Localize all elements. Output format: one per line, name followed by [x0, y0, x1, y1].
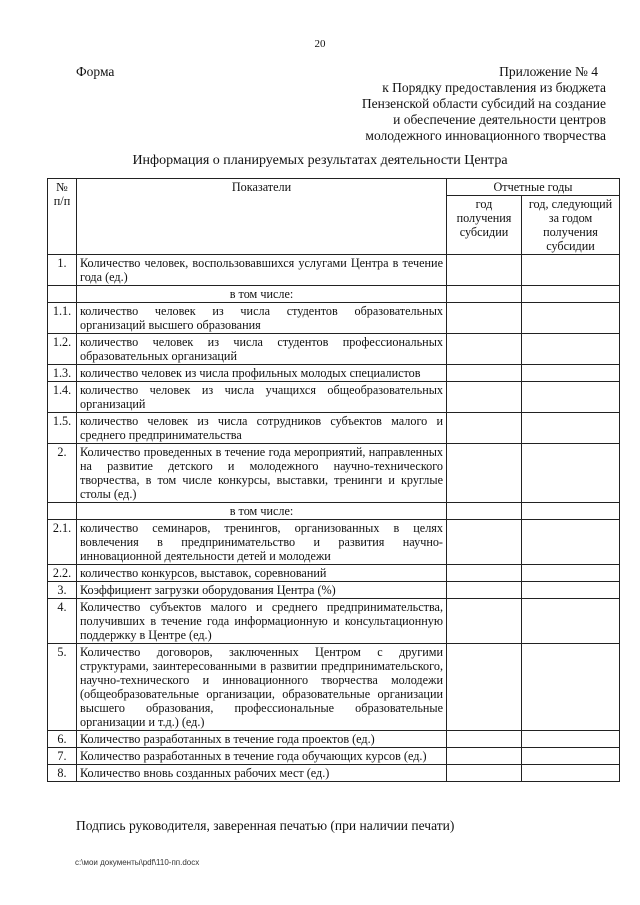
cell-year-following [522, 520, 620, 565]
cell-year-receipt [447, 765, 522, 782]
cell-year-receipt [447, 365, 522, 382]
cell-year-following [522, 644, 620, 731]
row-number [48, 286, 77, 303]
cell-year-following [522, 599, 620, 644]
cell-year-following [522, 413, 620, 444]
table-header-row [48, 179, 620, 196]
table-row [48, 413, 620, 444]
row-number: 6. [48, 731, 77, 748]
table-row [48, 303, 620, 334]
row-indicator: количество человек из числа сотрудников субъектов малого и среднего предпринимательства [77, 413, 447, 444]
row-indicator: Количество разработанных в течение года проектов (ед.) [77, 731, 447, 748]
row-indicator: Количество договоров, заключенных Центром с другими структурами, заинтересованными в развитии предпринимательского, научно-технического и инновационного творчества молодежи (общеобразовательные организации, образовательные организации высшего образования, профессиональные образовательные организации и т.д.) (ед.) [77, 644, 447, 731]
cell-year-receipt [447, 582, 522, 599]
row-number: 1.3. [48, 365, 77, 382]
row-indicator: количество человек из числа студентов профессиональных образовательных организаций [77, 334, 447, 365]
cell-year-receipt [447, 303, 522, 334]
form-label: Форма [76, 64, 115, 79]
signature-line: Подпись руководителя, заверенная печатью (при наличии печати) [76, 818, 455, 833]
appendix-line: Пензенской области субсидий на создание [361, 96, 606, 111]
row-number: 2.2. [48, 565, 77, 582]
table-row [48, 520, 620, 565]
cell-year-receipt [447, 413, 522, 444]
cell-year-following [522, 748, 620, 765]
table-row [48, 503, 620, 520]
header-year-receipt: год получения субсидии [447, 196, 522, 255]
page-number: 20 [314, 38, 326, 50]
appendix-line: к Порядку предоставления из бюджета [382, 80, 606, 95]
cell-year-following [522, 444, 620, 503]
appendix-title: Приложение № 4 [499, 64, 598, 79]
cell-year-receipt [447, 644, 522, 731]
cell-year-following [522, 365, 620, 382]
table-row [48, 255, 620, 286]
table-row [48, 382, 620, 413]
row-number: 1.1. [48, 303, 77, 334]
row-indicator: Коэффициент загрузки оборудования Центра (%) [77, 582, 447, 599]
cell-year-receipt [447, 444, 522, 503]
table-row [48, 444, 620, 503]
cell-year-receipt [447, 334, 522, 365]
cell-year-following [522, 765, 620, 782]
appendix-block [300, 64, 606, 144]
cell-year-following [522, 286, 620, 303]
row-number: 4. [48, 599, 77, 644]
cell-year-following [522, 382, 620, 413]
row-indicator: Количество разработанных в течение года обучающих курсов (ед.) [77, 748, 447, 765]
cell-year-receipt [447, 748, 522, 765]
appendix-line: и обеспечение деятельности центров [393, 112, 606, 127]
table-row [48, 286, 620, 303]
document-title: Информация о планируемых результатах деятельности Центра [132, 153, 508, 168]
cell-year-following [522, 731, 620, 748]
results-table [47, 178, 620, 782]
row-number: 1.2. [48, 334, 77, 365]
table-row [48, 365, 620, 382]
table-row [48, 582, 620, 599]
row-number: 1.4. [48, 382, 77, 413]
header-number: № п/п [48, 179, 77, 255]
cell-year-following [522, 565, 620, 582]
cell-year-receipt [447, 382, 522, 413]
row-number: 7. [48, 748, 77, 765]
table-row [48, 731, 620, 748]
row-indicator: количество человек из числа профильных молодых специалистов [77, 365, 447, 382]
cell-year-receipt [447, 565, 522, 582]
row-indicator: количество человек из числа учащихся общеобразовательных организаций [77, 382, 447, 413]
cell-year-following [522, 255, 620, 286]
row-indicator: количество семинаров, тренингов, организованных в целях вовлечения в предпринимательство и развития научно-инновационной деятельности детей и молодежи [77, 520, 447, 565]
row-number: 1. [48, 255, 77, 286]
row-number [48, 503, 77, 520]
row-subheading: в том числе: [77, 503, 447, 520]
row-number: 2. [48, 444, 77, 503]
row-number: 1.5. [48, 413, 77, 444]
table-row [48, 748, 620, 765]
cell-year-receipt [447, 520, 522, 565]
row-indicator: Количество субъектов малого и среднего предпринимательства, получивших в течение года информационную и консультационную поддержку в Центре (ед.) [77, 599, 447, 644]
cell-year-receipt [447, 503, 522, 520]
cell-year-receipt [447, 255, 522, 286]
row-number: 8. [48, 765, 77, 782]
cell-year-following [522, 334, 620, 365]
row-indicator: количество конкурсов, выставок, соревнований [77, 565, 447, 582]
cell-year-receipt [447, 286, 522, 303]
header-report-years: Отчетные годы [447, 179, 620, 196]
row-number: 5. [48, 644, 77, 731]
cell-year-following [522, 582, 620, 599]
row-number: 3. [48, 582, 77, 599]
footer-file-path: c:\мои документы\pdf\110-пп.docx [75, 858, 200, 867]
table-row [48, 565, 620, 582]
table-row [48, 644, 620, 731]
row-indicator: Количество вновь созданных рабочих мест (ед.) [77, 765, 447, 782]
table-row [48, 599, 620, 644]
row-indicator: Количество проведенных в течение года мероприятий, направленных на развитие детского и молодежного научно-технического творчества, в том числе конкурсы, выставки, тренинги и круглые столы (ед.) [77, 444, 447, 503]
cell-year-receipt [447, 731, 522, 748]
cell-year-receipt [447, 599, 522, 644]
row-subheading: в том числе: [77, 286, 447, 303]
header-indicators: Показатели [77, 179, 447, 255]
table-row [48, 765, 620, 782]
appendix-line: молодежного инновационного творчества [365, 128, 606, 143]
cell-year-following [522, 303, 620, 334]
table-row [48, 334, 620, 365]
row-indicator: количество человек из числа студентов образовательных организаций высшего образования [77, 303, 447, 334]
cell-year-following [522, 503, 620, 520]
row-number: 2.1. [48, 520, 77, 565]
header-year-following: год, следующий за годом получения субсидии [522, 196, 620, 255]
row-indicator: Количество человек, воспользовавшихся услугами Центра в течение года (ед.) [77, 255, 447, 286]
